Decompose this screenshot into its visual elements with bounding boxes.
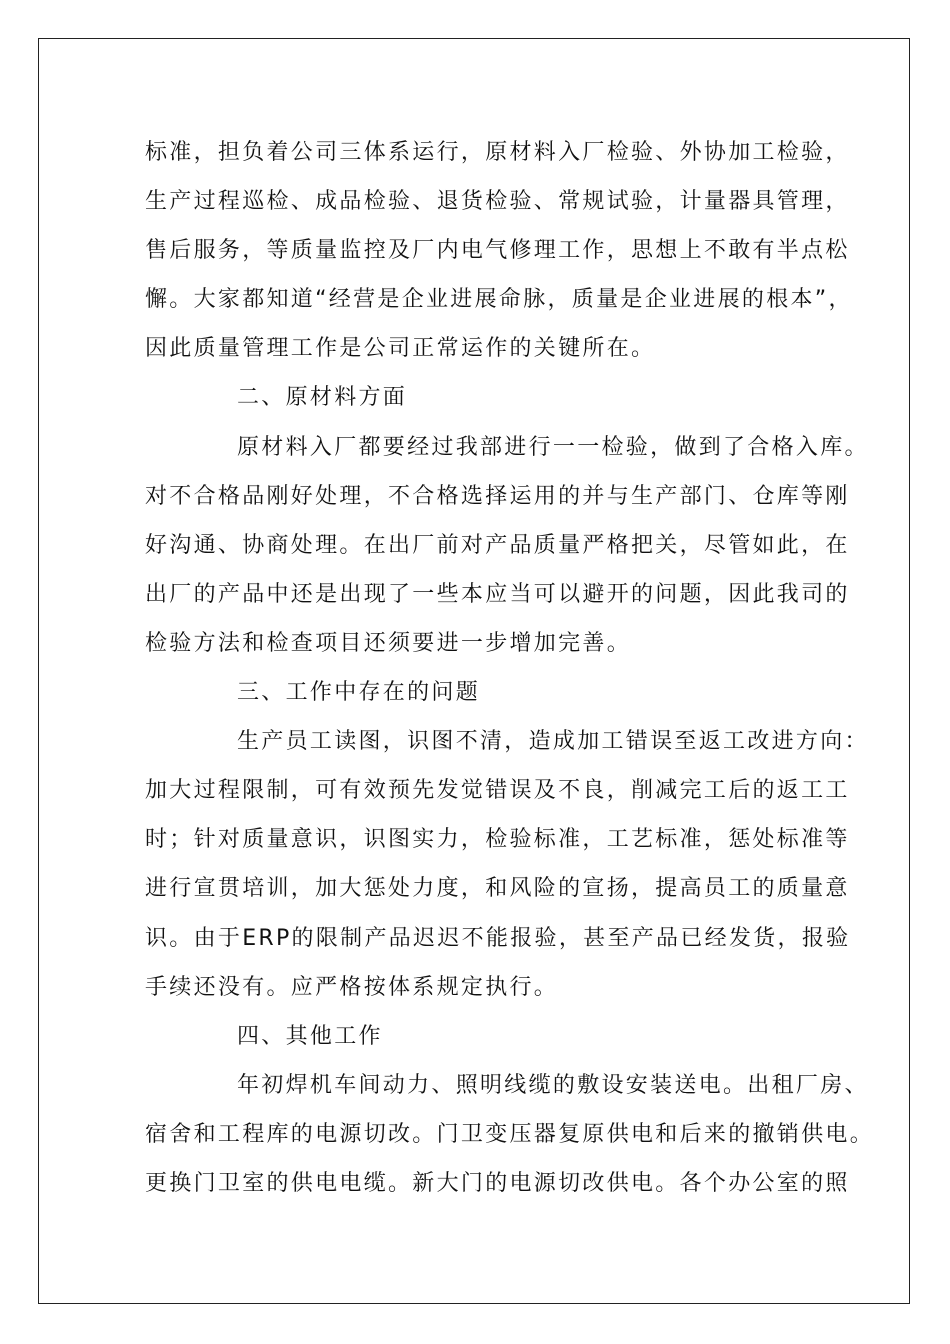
text-line: 因此质量管理工作是公司正常运作的关键所在。: [145, 336, 656, 362]
text-line: 更换门卫室的供电电缆。新大门的电源切改供电。各个办公室的照: [145, 1170, 850, 1196]
text-line: 原材料入厂都要经过我部进行一一检验，做到了合格入库。: [237, 434, 869, 460]
text-line: 生产过程巡检、成品检验、退货检验、常规试验，计量器具管理，: [145, 189, 850, 215]
text-line: 手续还没有。应严格按体系规定执行。: [145, 974, 559, 1000]
text-line: 检验方法和检查项目还须要进一步增加完善。: [145, 630, 632, 656]
text-line: 宿舍和工程库的电源切改。门卫变压器复原供电和后来的撤销供电。: [145, 1121, 875, 1147]
section-heading: 二、原材料方面: [237, 385, 408, 411]
text-line: 标准，担负着公司三体系运行，原材料入厂检验、外协加工检验，: [145, 140, 850, 165]
text-line: 售后服务，等质量监控及厂内电气修理工作，思想上不敢有半点松: [145, 238, 850, 264]
section-heading: 三、工作中存在的问题: [237, 680, 481, 706]
section-heading: 四、其他工作: [237, 1023, 383, 1049]
text-line: 懈。大家都知道“经营是企业进展命脉，质量是企业进展的根本”，: [145, 287, 853, 313]
document-body: [145, 128, 875, 1208]
text-line: 出厂的产品中还是出现了一些本应当可以避开的问题，因此我司的: [145, 581, 850, 607]
text-line: 加大过程限制，可有效预先发觉错误及不良，削减完工后的返工工: [145, 778, 850, 804]
text-line: 好沟通、协商处理。在出厂前对产品质量严格把关，尽管如此，在: [145, 532, 850, 558]
text-line: 时；针对质量意识，识图实力，检验标准，工艺标准，惩处标准等: [145, 827, 850, 853]
text-line: 对不合格品刚好处理，不合格选择运用的并与生产部门、仓库等刚: [145, 483, 850, 509]
text-line: 生产员工读图，识图不清，造成加工错误至返工改进方向：: [237, 729, 869, 755]
text-line: 识。由于ERP的限制产品迟迟不能报验，甚至产品已经发货，报验: [145, 925, 851, 951]
text-line: 年初焊机车间动力、照明线缆的敷设安装送电。出租厂房、: [237, 1072, 869, 1098]
text-line: 进行宣贯培训，加大惩处力度，和风险的宣扬，提高员工的质量意: [145, 876, 850, 902]
